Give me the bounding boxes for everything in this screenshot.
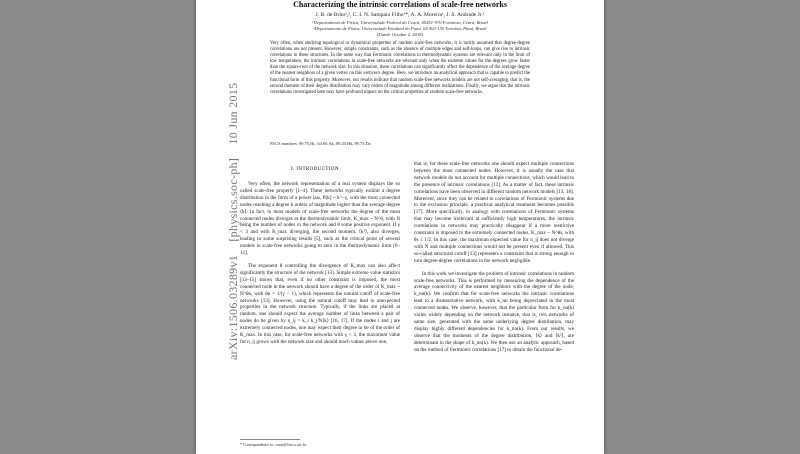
right-column — [414, 161, 574, 359]
arxiv-stamp — [226, 60, 242, 360]
arxiv-date: 10 Jun 2015 — [226, 82, 240, 145]
left-column — [240, 181, 400, 352]
arxiv-id: arXiv:1506.03289v1 — [226, 254, 240, 360]
paper-page — [196, 0, 604, 454]
affiliation-1: ¹Departamento de Física, Universidade Federal do Ceará, 60451-970 Fortaleza, Ceará, Brazil — [312, 20, 488, 25]
arxiv-category: [physics.soc-ph] — [226, 157, 240, 242]
dated-line: (Dated: October 2, 2018) — [376, 32, 424, 37]
footnote: * Correspondence to: cesar@fisica.ufc.br — [240, 439, 300, 447]
paragraph: Very often, the network representation of a real system displays the so called scale-free property [1–4]. These networks typically exhibit a degree distribution in the form of a power law, P(k) ~ k^−γ, with the most connected nodes reaching a degree k orders of magnitude higher than the average degree ⟨k⟩. In fact, in most models of scale-free networks the degree of the most connected nodes diverges at the thermodynamic limit, K_max ~ N^θ, with N being the number of nodes in the network and θ some positive exponent. If γ < 3 and with K_max diverging, the second moment, ⟨k²⟩, also diverges, leading to some surprising results [5], such as the critical point of several models in scale-free networks going to zero in the thermodynamic limit [6–12]. — [240, 181, 400, 257]
pacs-numbers: PACS numbers: 89.75.Hc, 64.60.Ak, 89.20.Hh, 89.75.Da — [270, 141, 371, 146]
paragraph: The exponent θ controlling the divergence of K_max can also affect significantly the structure of the network [13]. Simple extreme value statistics [13–15] shows that, even if no other constraint is imposed, the most connected node in the network should have a degree of the order of K_max ~ N^θn, with θn = 1/(γ − 1), which represents the natural cutoff of scale-free networks [13]. However, using the natural cutoff may lead to unexpected properties in the network structure. Typically, if the links are placed at random, one should expect the average number of links between a pair of nodes do be given by n_ij = k_i k_j/N⟨k⟩ [16, 17]. If the nodes i and j are extremely connected nodes, one may expect their degree to be of the order of K_max. In this case, for scale-free networks with γ < 3, the maximum value for n_ij grows with the network size and should reach values above one, — [240, 262, 400, 345]
author-list: J. B. de Brito¹,², C. I. N. Sampaio Filho¹*, A. A. Moreira¹, J. S. Andrade Jr.¹ — [315, 12, 485, 18]
abstract: Very often, when studying topological or dynamical properties of random scale-free networks, it is tacitly assumed that degree-degree correlations are not present. However, simple constraints, such as the absence of multiple edges and self-loops, can give rise to intrinsic correlations in these structures. In the same way that Fermionic correlations in thermodynamic systems are relevant only in the limit of low temperature, the intrinsic correlations in scale-free networks are relevant only when the extreme values for the degrees grow faster than the square-root of the network size. In this situation, these correlations can significantly affect the dependence of the average degree of the nearest neighbors of a given vertex on this vertices's degree. Here, we introduce an analytical approach that is capable to predict the functional form of this property. Moreover, our results indicate that random scale-free networks models are not self-averaging, that is, the second moment of their degree distribution may vary orders of magnitude among different realizations. Finally, we argue that the intrinsic correlations investigated here may have profound impact on the critical properties of random scale-free networks. — [270, 41, 530, 95]
paragraph: that is, for these scale-free networks one should expect multiple connections between the most connected nodes. However, it is usually the case that network models do not account for multiple connections, which would lead to the presence of intrinsic correlations [13]. As a matter of fact, these intrinsic correlations have been observed in different random network models [13, 18]. Moreover, since they can be related to correlations of Fermionic systems due to the exclusion principle, a practical analytical treatment becomes possible [17]. More specifically, in analogy with correlations of Fermionic systems that may become irrelevant at sufficiently high temperatures, the intrinsic correlations in networks may practically disappear if a more restrictive constraint is imposed to the extremely connected nodes, K_max ~ N^θs, with θs ≤ 1/2. In this case, the maximum expected value for n_ij does not diverge with N and multiple connections would not be present even if allowed. This so-called structural cutoff [13] represents a constraint that is strong enough to turn degree-degree correlations in the network negligible. — [414, 161, 574, 264]
paragraph: In this work we investigate the problem of intrinsic correlations in random scale-free networks. This is performed by measuring the dependence of the average connectivity of the nearest neighbors with the degree of the node, k_nn(k). We confirm that for scale-free networks the intrinsic correlations lead to a disassortative network, with k_nn being depreciated in the most connected nodes. We observe, however, that the particular form for k_nn(k) varies widely depending on the network instance, that is, two networks of same size, generated with the same underlying degree distribution, may display highly different dependencies for k_nn(k). From our results, we observe that the moments of the degree distribution, ⟨k⟩ and ⟨k²⟩, are determinant in the shape of k_nn(k). We then use an analytic approach, based on the method of Fermionic correlations [17] to obtain the functional de- — [414, 270, 574, 353]
paper-title: Characterizing the intrinsic correlations of scale-free networks — [293, 0, 507, 9]
section-heading: I. INTRODUCTION — [291, 167, 339, 172]
affiliation-2: ²Departamento de Física, Universidade Estadual do Piauí, 64.002-150 Teresina, Piauí, Brazil — [313, 26, 487, 31]
